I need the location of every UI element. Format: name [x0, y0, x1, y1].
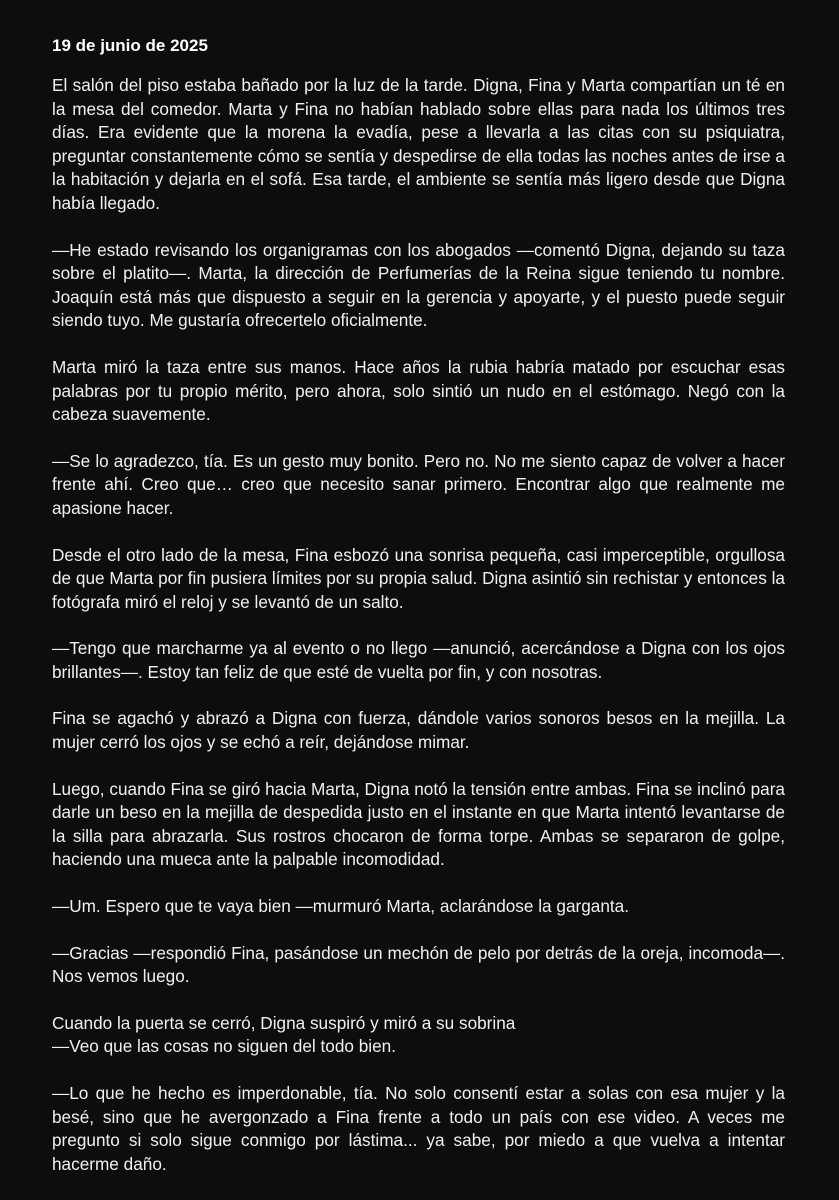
paragraph-6: —Tengo que marcharme ya al evento o no llego —anunció, acercándose a Digna con los ojos brillantes—. Estoy tan feliz de que esté de vuelta por fin, y con nosotras. [52, 638, 785, 682]
paragraph-9: —Um. Espero que te vaya bien —murmuró Marta, aclarándose la garganta. [52, 896, 630, 917]
paragraph-2: —He estado revisando los organigramas con los abogados —comentó Digna, dejando su taza sobre el platito—. Marta, la dirección de Perfumerías de la Reina sigue teniendo tu nombre. Joaquín está más que dispuesto a seguir en la gerencia y apoyarte, y el puesto puede seguir siendo tuyo. Me gustaría ofrecertelo oficialmente. [52, 239, 785, 331]
paragraph-8: Luego, cuando Fina se giró hacia Marta, Digna notó la tensión entre ambas. Fina se inclinó para darle un beso en la mejilla de despedida justo en el instante en que Marta intentó levantarse de la silla para abrazarla. Sus rostros chocaron de forma torpe. Ambas se separaron de golpe, haciendo una mueca ante la palpable incomodidad. [52, 778, 785, 870]
document-page [52, 34, 785, 1199]
paragraph-4: —Se lo agradezco, tía. Es un gesto muy bonito. Pero no. No me siento capaz de volver a hacer frente ahí. Creo que… creo que necesito sanar primero. Encontrar algo que realmente me apasione hacer. [52, 450, 785, 518]
paragraph-11-line-1: Cuando la puerta se cerró, Digna suspiró y miró a su sobrina [52, 1012, 516, 1033]
paragraph-10: —Gracias —respondió Fina, pasándose un mechón de pelo por detrás de la oreja, incomoda—. Nos vemos luego. [52, 942, 785, 987]
paragraph-5: Desde el otro lado de la mesa, Fina esbozó una sonrisa pequeña, casi imperceptible, orgullosa de que Marta por fin pusiera límites por su propia salud. Digna asintió sin rechistar y entonces la fotógrafa miró el reloj y se levantó de un salto. [52, 544, 785, 612]
paragraph-12: —Lo que he hecho es imperdonable, tía. No solo consentí estar a solas con esa mujer y la besé, sino que he avergonzado a Fina frente a todo un país con ese video. A veces me pregunto si solo sigue conmigo por lástima... ya sabe, por miedo a que vuelva a intentar hacerme daño. [52, 1083, 785, 1174]
paragraph-11-line-2: —Veo que las cosas no siguen del todo bien. [52, 1036, 396, 1057]
paragraph-3: Marta miró la taza entre sus manos. Hace años la rubia habría matado por escuchar esas palabras por tu propio mérito, pero ahora, solo sintió un nudo en el estómago. Negó con la cabeza suavemente. [52, 356, 785, 425]
paragraph-7: Fina se agachó y abrazó a Digna con fuerza, dándole varios sonoros besos en la mejilla. La mujer cerró los ojos y se echó a reír, dejándose mimar. [52, 708, 785, 753]
document-date: 19 de junio de 2025 [52, 36, 208, 55]
paragraph-11 [52, 1012, 785, 1059]
paragraph-1: El salón del piso estaba bañado por la luz de la tarde. Digna, Fina y Marta compartían un té en la mesa del comedor. Marta y Fina no habían hablado sobre ellas para nada los últimos tres días. Era evidente que la morena la evadía, pese a llevarla a las citas con su psiquiatra, preguntar constantemente cómo se sentía y despedirse de ella todas las noches antes de irse a la habitación y dejarla en el sofá. Esa tarde, el ambiente se sentía más ligero desde que Digna había llegado. [52, 75, 785, 213]
